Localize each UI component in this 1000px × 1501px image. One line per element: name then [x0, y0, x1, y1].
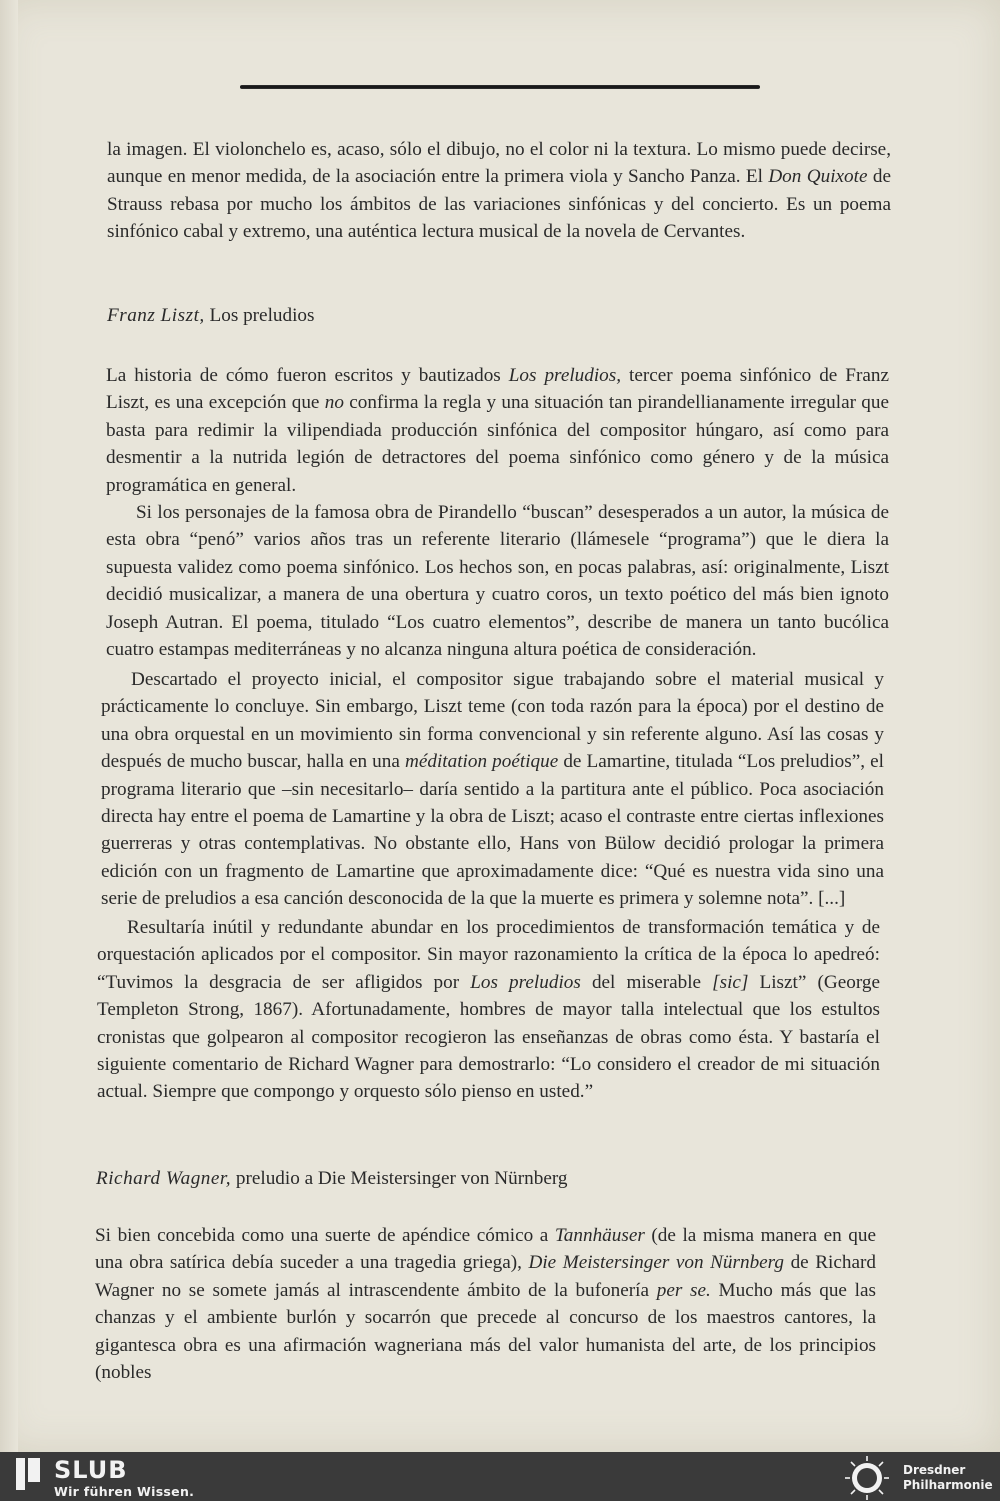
- slub-slogan: Wir führen Wissen.: [54, 1484, 195, 1499]
- wagner-paragraph-1: Si bien concebida como una suerte de apéndice cómico a Tannhäuser (de la misma manera en que una obra satírica debía suceder a una tragedia griega), Die Meistersinger von Nürnberg de Richard Wagner no se somete jamás al intrascendente ámbito de la bufonería per se. Mucho más que las chanzas y el ambiente burlón y socarrón que precede al concurso de los maestros cantores, la gigantesca obra es una afirmación wagneriana más del valor humanista del arte, de los principios (nobles: [95, 1225, 876, 1384]
- liszt-section-end: [97, 914, 880, 1106]
- liszt-paragraph-3: Descartado el proyecto inicial, el compositor sigue trabajando sobre el material musical y prácticamente lo concluye. Sin embargo, Liszt teme (con toda razón para la época) por el destino de una obra orquestal en un movimiento sin forma convencional y sin referente alguno. Así las cosas y después de mucho buscar, halla en una méditation poétique de Lamartine, titulada “Los preludios”, el programa literario que –sin necesitarlo– daría sentido a la partitura ante el público. Poca asociación directa hay entre el poema de Lamartine y la obra de Liszt; acaso el contraste entre ciertas inflexiones guerreras y otras contemplativas. No obstante ello, Hans von Bülow decidió prologar la primera edición con un fragmento de Lamartine que aproximadamente dice: “Qué es nuestra vida sino una serie de preludios a esa canción desconocida de la que la muerte es primera y solemne nota”. [...]: [101, 669, 884, 910]
- slub-brand-name[interactable]: SLUB: [54, 1456, 128, 1484]
- slub-logo-icon[interactable]: [16, 1458, 40, 1490]
- viewer-footer-bar: [0, 1452, 1000, 1501]
- philharmonie-name-line2: Philharmonie: [903, 1478, 993, 1492]
- wagner-section: [95, 1222, 876, 1386]
- intro-paragraph: la imagen. El violonchelo es, acaso, sólo el dibujo, no el color ni la textura. Lo mismo puede decirse, aunque en menor medida, de la asociación entre la primera viola y Sancho Panza. El Don Quixote de Strauss rebasa por mucho los ámbitos de las variaciones sinfónicas y del concierto. Es un poema sinfónico cabal y extremo, una auténtica lectura musical de la novela de Cervantes.: [107, 139, 891, 243]
- liszt-paragraph-1: La historia de cómo fueron escritos y bautizados Los preludios, tercer poema sinfónico de Franz Liszt, es una excepción que no confirma la regla y una situación tan pirandellianamente irregular que basta para redimir la vilipendiada producción sinfónica del compositor húngaro, así como para desmentir a la nutrida legión de detractores del poema sinfónico como género y de la música programática en general.: [106, 365, 889, 496]
- philharmonie-name-line1: Dresdner: [903, 1463, 966, 1477]
- section-heading-wagner: Richard Wagner, preludio a Die Meistersinger von Nürnberg: [96, 1168, 568, 1189]
- section-heading-liszt: Franz Liszt, Los preludios: [107, 305, 315, 326]
- page-binding-edge: [0, 0, 18, 1452]
- liszt-section: [106, 362, 889, 663]
- header-rule: [240, 85, 760, 89]
- liszt-section-continued: [101, 666, 884, 913]
- liszt-paragraph-2: Si los personajes de la famosa obra de Pirandello “buscan” desesperados a un autor, la música de esta obra “penó” varios años tras un referente literario (llámesele “programa”) que le diera la supuesta validez como poema sinfónico. Los hechos son, en pocas palabras, así: originalmente, Liszt decidió musicalizar, a manera de una obertura y cuatro coros, un texto poético del más bien ignoto Joseph Autran. El poema, titulado “Los cuatro elementos”, describe de manera un tanto bucólica cuatro estampas mediterráneas y no alcanza ninguna altura poética de consideración.: [106, 502, 889, 661]
- dresdner-philharmonie-logo-icon[interactable]: [840, 1454, 894, 1500]
- liszt-paragraph-4: Resultaría inútil y redundante abundar en los procedimientos de transformación temática y de orquestación aplicados por el compositor. Sin mayor razonamiento la crítica de la época lo apedreó: “Tuvimos la desgracia de ser afligidos por Los preludios del miserable [sic] Liszt” (George Templeton Strong, 1867). Afortunadamente, hombres de mayor talla intelectual que los estultos cronistas que golpearon al compositor recogieron las enseñanzas de obras como ésta. Y bastaría el siguiente comentario de Richard Wagner para demostrarlo: “Lo considero el creador de mi situación actual. Siempre que compongo y orquesto sólo pienso en usted.”: [97, 917, 880, 1103]
